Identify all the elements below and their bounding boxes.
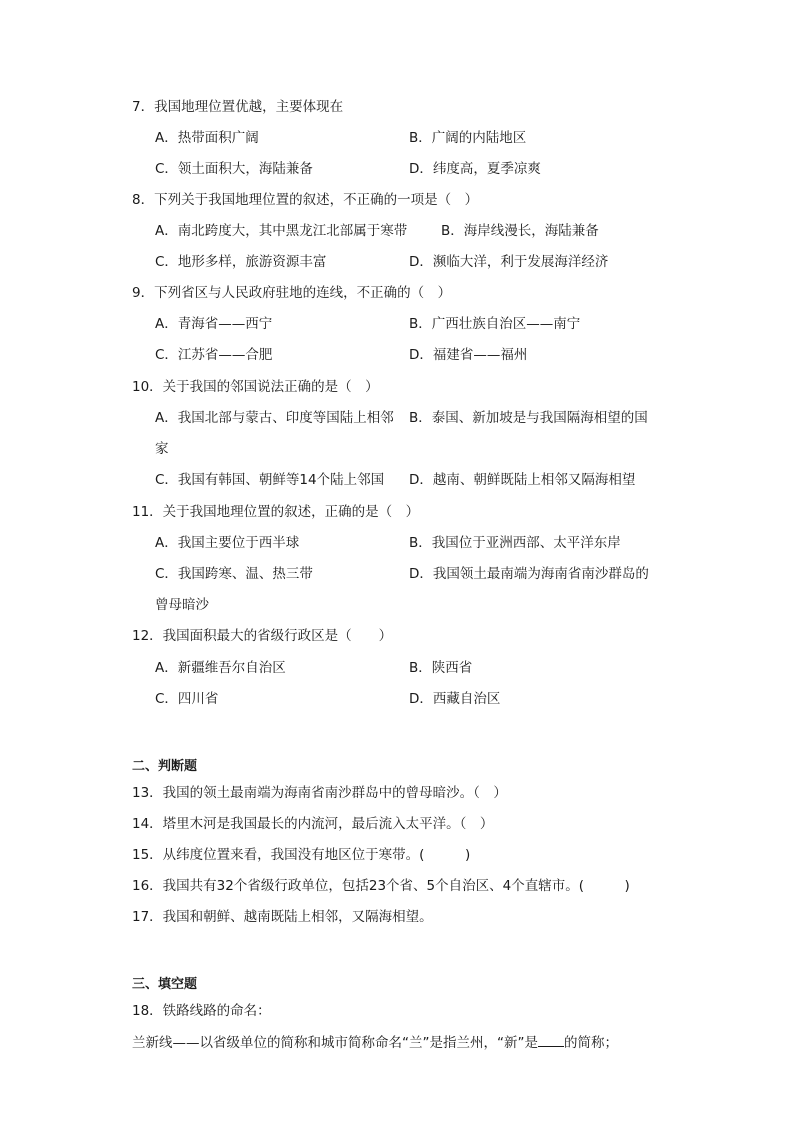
section-fill-title: 三、填空题: [132, 977, 198, 992]
question-8-option-d[interactable]: D．濒临大洋，利于发展海洋经济: [409, 254, 609, 270]
question-14: 14．塔里木河是我国最长的内流河，最后流入太平洋。（ ）: [132, 816, 494, 832]
question-13: 13．我国的领土最南端为海南省南沙群岛中的曾母暗沙。（ ）: [132, 785, 507, 801]
question-18-stem: 18．铁路线路的命名：: [132, 1003, 271, 1019]
question-11-option-a[interactable]: A．我国主要位于西半球: [155, 535, 300, 551]
question-10-option-b-continued: 家: [155, 441, 169, 457]
question-11-stem: 11．关于我国地理位置的叙述，正确的是（ ）: [132, 504, 420, 520]
question-17: 17．我国和朝鲜、越南既陆上相邻，又隔海相望。: [132, 909, 433, 925]
question-18-line: [132, 1032, 618, 1053]
question-8-option-a[interactable]: A．南北跨度大，其中黑龙江北部属于寒带: [155, 223, 408, 239]
question-8-stem: 8．下列关于我国地理位置的叙述，不正确的一项是（ ）: [132, 192, 479, 208]
question-18-text-before: 兰新线——以省级单位的简称和城市简称命名“兰”是指兰州，“新”是: [132, 1035, 538, 1051]
question-9-stem: 9．下列省区与人民政府驻地的连线，不正确的（ ）: [132, 285, 452, 301]
question-7-stem: 7．我国地理位置优越，主要体现在: [132, 99, 344, 115]
question-18-text-after: 的简称；: [563, 1035, 618, 1051]
question-11-option-d[interactable]: D．我国领土最南端为海南省南沙群岛的: [409, 566, 649, 582]
question-12-option-c[interactable]: C．四川省: [155, 691, 219, 707]
question-10-option-b[interactable]: B．泰国、新加坡是与我国隔海相望的国: [409, 410, 648, 426]
question-11-option-b[interactable]: B．我国位于亚洲西部、太平洋东岸: [409, 535, 621, 551]
question-11-option-c[interactable]: C．我国跨寒、温、热三带: [155, 566, 313, 582]
question-10-option-d[interactable]: D．越南、朝鲜既陆上相邻又隔海相望: [409, 472, 636, 488]
question-8-option-b[interactable]: B．海岸线漫长，海陆兼备: [441, 223, 599, 239]
question-9-option-c[interactable]: C．江苏省——合肥: [155, 347, 273, 363]
question-11-option-d-continued: 曾母暗沙: [155, 597, 209, 613]
question-9-option-b[interactable]: B．广西壮族自治区——南宁: [409, 316, 581, 332]
question-15: 15．从纬度位置来看，我国没有地区位于寒带。( ): [132, 847, 471, 863]
question-10-option-c[interactable]: C．我国有韩国、朝鲜等14个陆上邻国: [155, 472, 385, 488]
question-16: 16．我国共有32个省级行政单位，包括23个省、5个自治区、4个直辖市。( ): [132, 878, 630, 894]
section-judge-title: 二、判断题: [132, 759, 198, 774]
question-10-option-a[interactable]: A．我国北部与蒙古、印度等国陆上相邻: [155, 410, 394, 426]
question-7-option-c[interactable]: C．领土面积大，海陆兼备: [155, 161, 313, 177]
question-7-option-d[interactable]: D．纬度高，夏季凉爽: [409, 161, 541, 177]
question-7-option-b[interactable]: B．广阔的内陆地区: [409, 130, 527, 146]
question-9-option-a[interactable]: A．青海省——西宁: [155, 316, 273, 332]
question-9-option-d[interactable]: D．福建省——福州: [409, 347, 528, 363]
question-10-stem: 10．关于我国的邻国说法正确的是（ ）: [132, 379, 379, 395]
question-18-blank[interactable]: [538, 1032, 564, 1047]
question-8-option-c[interactable]: C．地形多样，旅游资源丰富: [155, 254, 327, 270]
question-12-option-d[interactable]: D．西藏自治区: [409, 691, 501, 707]
question-12-stem: 12．我国面积最大的省级行政区是（ ）: [132, 628, 393, 644]
question-12-option-a[interactable]: A．新疆维吾尔自治区: [155, 660, 286, 676]
question-7-option-a[interactable]: A．热带面积广阔: [155, 130, 259, 146]
question-12-option-b[interactable]: B．陕西省: [409, 660, 473, 676]
